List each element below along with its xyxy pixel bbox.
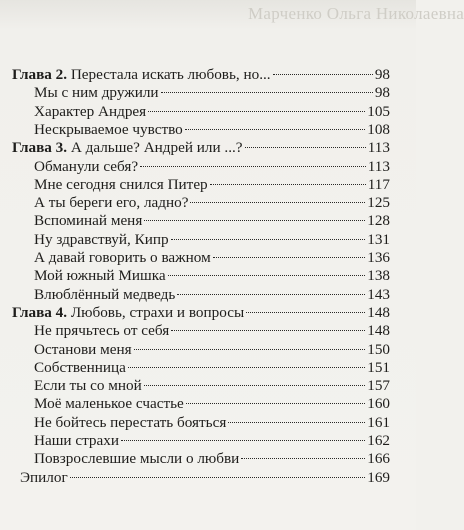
toc-subentry xyxy=(34,321,390,341)
toc-entry-title xyxy=(34,193,188,213)
dot-leader xyxy=(161,92,373,93)
chapter-number: Глава 2. xyxy=(12,66,68,83)
dot-leader xyxy=(144,385,365,386)
toc-entry-title xyxy=(20,468,68,488)
toc-entry-title xyxy=(34,175,208,195)
entry-title-text: Не прячьтесь от себя xyxy=(34,322,170,340)
page-number: 131 xyxy=(367,230,390,248)
entry-title-text: Не бойтесь перестать бояться xyxy=(34,413,227,431)
toc-subentry xyxy=(34,358,390,378)
toc-entry-title xyxy=(34,102,146,122)
page-number: 98 xyxy=(374,66,390,83)
toc-entry-title xyxy=(34,340,132,360)
toc-subentry xyxy=(34,120,390,140)
entry-title-text: Мы с ним дружили xyxy=(34,84,159,102)
entry-title-text: Вспоминай меня xyxy=(34,212,143,230)
entry-title-text: Ну здравствуй, Кипр xyxy=(34,230,169,248)
toc-entry-title xyxy=(34,266,166,286)
toc-subentry xyxy=(34,83,390,103)
toc-entry-title xyxy=(34,157,138,177)
dot-leader xyxy=(241,458,365,459)
dot-leader xyxy=(148,111,365,112)
toc-entry-title xyxy=(34,431,119,451)
toc-entry-title xyxy=(12,303,244,323)
chapter-number: Глава 3. xyxy=(12,139,68,157)
dot-leader xyxy=(121,440,365,441)
entry-title-text: Перестала искать любовь, но... xyxy=(70,66,271,83)
entry-title-text: Эпилог xyxy=(20,468,68,486)
dot-leader xyxy=(210,184,366,185)
toc-entry-title xyxy=(34,394,184,414)
entry-title-text: Влюблённый медведь xyxy=(34,285,176,303)
toc-subentry xyxy=(34,193,390,213)
dot-leader xyxy=(171,239,366,240)
entry-title-text: Наши страхи xyxy=(34,432,119,449)
toc-subentry xyxy=(34,449,390,469)
page-number: 160 xyxy=(367,395,390,413)
toc-chapter-entry xyxy=(20,468,390,488)
entry-title-text: Повзрослевшие мысли о любви xyxy=(34,450,240,468)
entry-title-text: Характер Андрея xyxy=(34,102,147,120)
toc-entry-title xyxy=(34,449,239,469)
dot-leader xyxy=(128,367,365,368)
entry-title-text: Любовь, страхи и вопросы xyxy=(70,303,245,321)
toc-entry-title xyxy=(12,138,243,158)
toc-entry-title xyxy=(34,376,142,396)
toc-subentry xyxy=(34,413,390,433)
dot-leader xyxy=(273,74,373,75)
toc-entry-title xyxy=(34,248,211,268)
toc-entry-title xyxy=(34,83,159,103)
dot-leader xyxy=(185,129,365,130)
page-number: 105 xyxy=(367,102,390,120)
dot-leader xyxy=(144,220,365,221)
toc-chapter-entry xyxy=(12,303,390,323)
dot-leader xyxy=(134,349,366,350)
page-number: 98 xyxy=(374,84,390,102)
entry-title-text: А ты береги его, ладно? xyxy=(34,194,189,212)
toc-entry-title xyxy=(34,211,142,231)
page-number: 113 xyxy=(367,139,390,157)
toc-entry-title xyxy=(34,230,169,250)
entry-title-text: А давай говорить о важном xyxy=(34,249,211,266)
dot-leader xyxy=(245,147,366,148)
toc-subentry xyxy=(34,102,390,122)
entry-title-text: Мне сегодня снился Питер xyxy=(34,175,208,193)
entry-title-text: Моё маленькое счастье xyxy=(34,395,184,413)
running-header-bleed: Марченко Ольга Николаевна xyxy=(248,4,464,23)
toc-entry-title xyxy=(34,120,183,140)
entry-title-text: Останови меня xyxy=(34,340,132,358)
page-number: 161 xyxy=(367,413,390,431)
toc-chapter-entry xyxy=(12,65,390,85)
toc-subentry xyxy=(34,248,390,268)
dot-leader xyxy=(140,166,366,167)
page-number: 125 xyxy=(367,194,390,212)
chapter-number: Глава 4. xyxy=(12,303,68,321)
toc-entry-title xyxy=(34,285,175,305)
toc-entry-title xyxy=(34,413,226,433)
page-number: 113 xyxy=(367,157,390,175)
page-number: 162 xyxy=(367,432,390,449)
dot-leader xyxy=(171,330,365,331)
toc-subentry xyxy=(34,285,390,305)
toc-subentry xyxy=(34,431,390,451)
toc-subentry xyxy=(34,394,390,414)
page-number: 148 xyxy=(367,303,390,321)
entry-title-text: Мой южный Мишка xyxy=(34,267,166,285)
toc-entry-title xyxy=(34,358,126,378)
toc-subentry xyxy=(34,211,390,231)
dot-leader xyxy=(213,257,366,258)
dot-leader xyxy=(177,294,365,295)
page-number: 136 xyxy=(367,249,390,266)
toc-subentry xyxy=(34,376,390,396)
page-number: 108 xyxy=(367,120,390,138)
page-number: 138 xyxy=(367,267,390,285)
page-number: 166 xyxy=(367,450,390,468)
dot-leader xyxy=(246,312,365,313)
entry-title-text: Обманули себя? xyxy=(34,157,139,175)
page-number: 117 xyxy=(367,175,390,193)
toc-subentry xyxy=(34,230,390,250)
toc-subentry xyxy=(34,175,390,195)
toc-subentry xyxy=(34,157,390,177)
dot-leader xyxy=(70,477,366,478)
entry-title-text: Собственница xyxy=(34,358,126,376)
toc-entry-title xyxy=(12,65,271,85)
dot-leader xyxy=(186,403,365,404)
toc-entry-title xyxy=(34,321,169,341)
page-number: 157 xyxy=(367,377,390,395)
page-number: 150 xyxy=(367,340,390,358)
dot-leader xyxy=(228,422,365,423)
page-number: 143 xyxy=(367,285,390,303)
entry-title-text: Если ты со мной xyxy=(34,377,142,395)
toc-subentry xyxy=(34,266,390,286)
entry-title-text: Нескрываемое чувство xyxy=(34,120,183,138)
dot-leader xyxy=(190,202,365,203)
page-number: 128 xyxy=(367,212,390,230)
toc-chapter-entry xyxy=(12,138,390,158)
page-number: 151 xyxy=(367,358,390,376)
page-number: 169 xyxy=(367,468,390,486)
page-number: 148 xyxy=(367,322,390,340)
dot-leader xyxy=(168,275,366,276)
toc-subentry xyxy=(34,340,390,360)
entry-title-text: А дальше? Андрей или ...? xyxy=(70,139,243,157)
